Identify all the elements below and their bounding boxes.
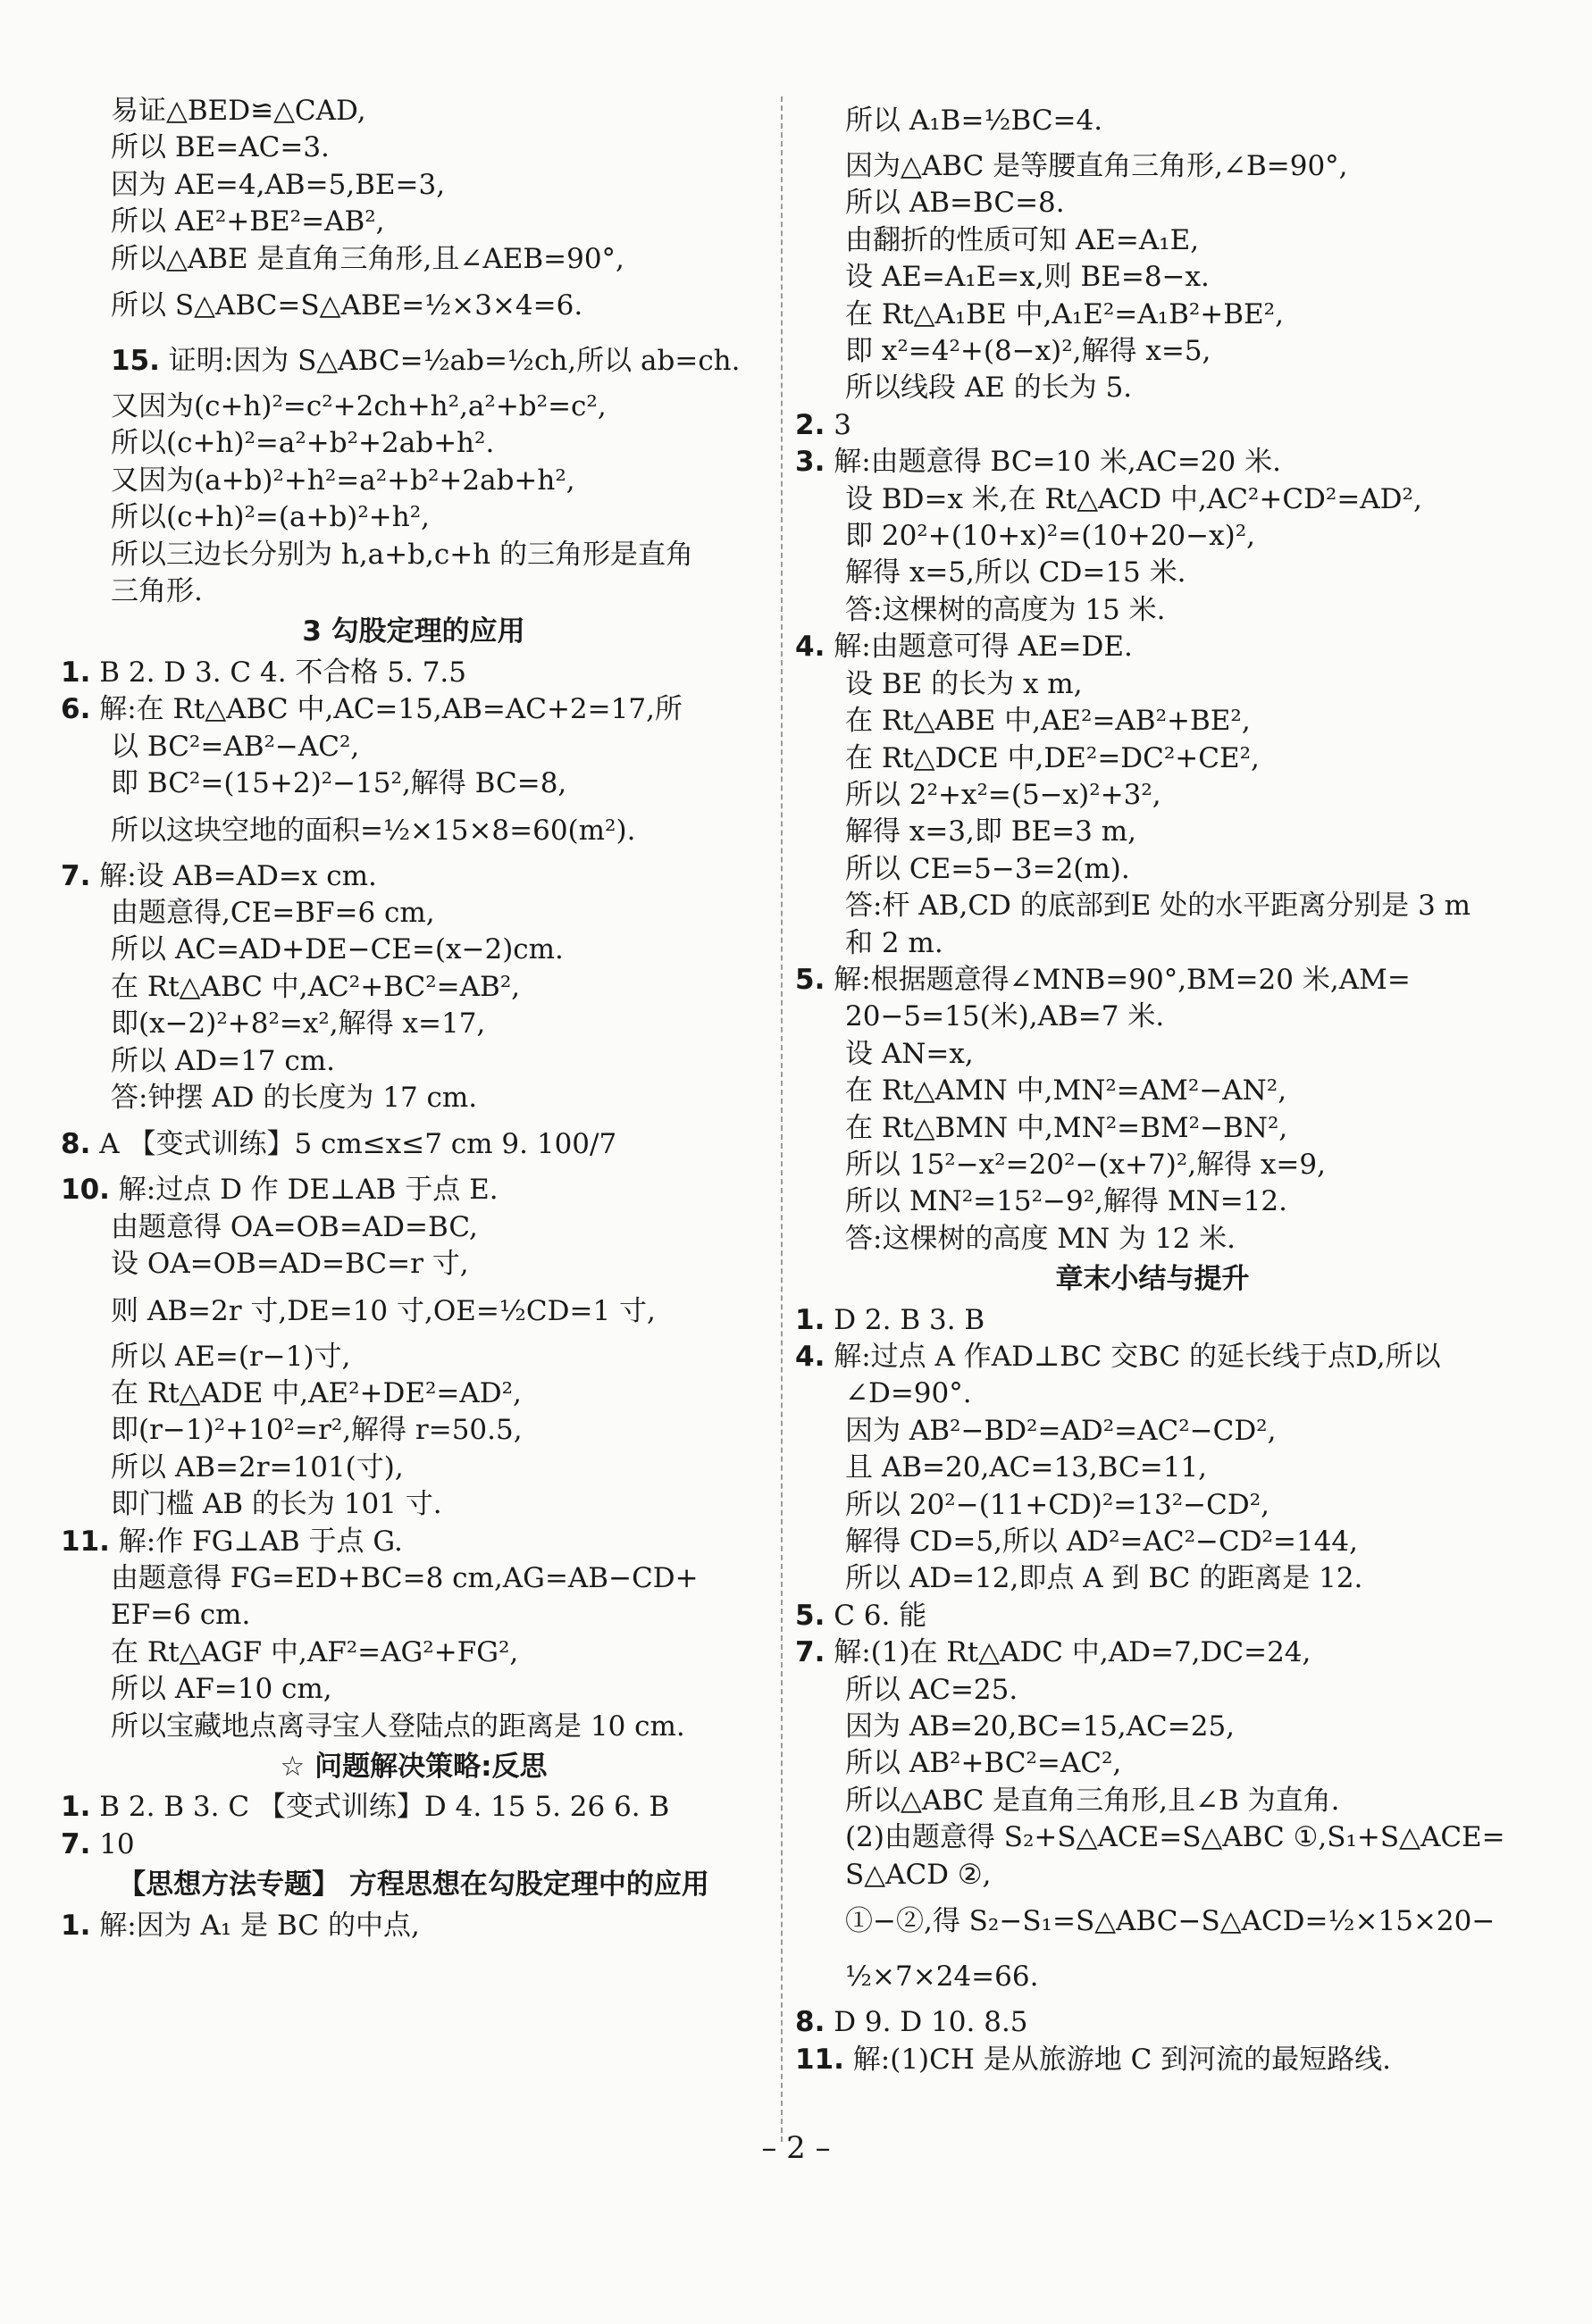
- section-heading: 【思想方法专题】 方程思想在勾股定理中的应用: [118, 1868, 709, 1902]
- answer-text: 答:钟摆 AD 的长度为 17 cm.: [111, 1081, 478, 1114]
- answer-text: 所以△ABC 是直角三角形,且∠B 为直角.: [845, 1784, 1340, 1817]
- answer-text: 答:杆 AB,CD 的底部到E 处的水平距离分别是 3 m: [845, 890, 1471, 923]
- answer-line: [795, 185, 1510, 222]
- answer-text: 解:在 Rt△ABC 中,AC=15,AB=AC+2=17,所: [90, 693, 683, 726]
- answer-item: [795, 2004, 1510, 2041]
- answer-line: [61, 932, 767, 968]
- answer-line: [795, 999, 1510, 1035]
- question-number: 8.: [61, 1128, 91, 1161]
- answer-item: [61, 1172, 767, 1208]
- answer-text: 20−5=15(米),AB=7 米.: [845, 1000, 1165, 1033]
- answer-text: 所以 2²+x²=(5−x)²+3²,: [845, 778, 1161, 811]
- answer-line: [61, 499, 767, 536]
- answer-text: 所以(c+h)²=a²+b²+2ab+h².: [111, 427, 495, 460]
- answer-line: [61, 1486, 767, 1523]
- answer-text: 且 AB=20,AC=13,BC=11,: [845, 1451, 1208, 1484]
- answer-text: 所以 AF=10 cm,: [111, 1673, 332, 1706]
- answer-text: 所以这块空地的面积=½×15×8=60(m²).: [111, 814, 636, 847]
- answer-text: S△ACD ②,: [845, 1858, 992, 1891]
- answer-text: 所以 MN²=15²−9²,解得 MN=12.: [845, 1185, 1287, 1218]
- answer-text: 即门槛 AB 的长为 101 寸.: [111, 1488, 442, 1521]
- answer-text: 所以 AC=25.: [845, 1673, 1018, 1706]
- answer-text: 即 BC²=(15+2)²−15²,解得 BC=8,: [111, 767, 567, 800]
- answer-text: 所以 A₁B=½BC=4.: [845, 104, 1103, 137]
- answer-line: [795, 851, 1510, 888]
- answer-line: [795, 1147, 1510, 1183]
- answer-line: [61, 1043, 767, 1080]
- answer-line: [61, 1006, 767, 1042]
- answer-line: [795, 925, 1510, 962]
- answer-text: C 6. 能: [825, 1599, 927, 1632]
- answer-text: 解:根据题意得∠MNB=90°,BM=20 米,AM=: [825, 963, 1411, 996]
- answer-text: 解:(1)CH 是从旅游地 C 到河流的最短路线.: [843, 2043, 1392, 2076]
- answer-line: [61, 333, 767, 389]
- answer-text: 即 20²+(10+x)²=(10+20−x)²,: [845, 520, 1255, 553]
- answer-line: [795, 93, 1510, 148]
- answer-line: [61, 573, 767, 610]
- answer-line: [795, 1819, 1510, 1856]
- question-number: 15.: [111, 345, 160, 378]
- answer-line: [795, 1073, 1510, 1109]
- answer-item: [61, 1524, 767, 1560]
- answer-text: 所以 AE=(r−1)寸,: [111, 1340, 351, 1373]
- question-number: 6.: [61, 693, 91, 726]
- answer-text: 答:这棵树的高度 MN 为 12 米.: [845, 1222, 1236, 1255]
- answer-line: [61, 1597, 767, 1634]
- answer-text: 因为 AB²−BD²=AD²=AC²−CD²,: [845, 1414, 1277, 1447]
- answer-item: [61, 1908, 767, 1944]
- answer-text: 设 AE=A₁E=x,则 BE=8−x.: [845, 261, 1210, 294]
- answer-item: [795, 1634, 1510, 1671]
- answer-line: [795, 1857, 1510, 1893]
- column-divider: [781, 96, 783, 2142]
- answer-line: [795, 1487, 1510, 1524]
- question-number: 7.: [795, 1636, 825, 1669]
- answer-line: [61, 765, 767, 802]
- answer-line: [61, 1709, 767, 1745]
- answer-text: 在 Rt△ABE 中,AE²=AB²+BE²,: [845, 705, 1251, 738]
- answer-text: 在 Rt△A₁BE 中,A₁E²=A₁B²+BE²,: [845, 297, 1284, 330]
- answer-text: 因为 AE=4,AB=5,BE=3,: [111, 168, 446, 201]
- answer-line: [795, 1524, 1510, 1560]
- answer-item: [795, 1598, 1510, 1634]
- answer-line: [795, 370, 1510, 406]
- answer-text: ½×7×24=66.: [845, 1960, 1039, 1994]
- answer-line: [61, 1375, 767, 1412]
- answer-text: 所以线段 AE 的长为 5.: [845, 372, 1133, 405]
- question-number: 10.: [61, 1174, 110, 1207]
- answer-text: ∠D=90°.: [845, 1377, 972, 1410]
- question-number: 1.: [61, 1909, 91, 1942]
- answer-text: 在 Rt△DCE 中,DE²=DC²+CE²,: [845, 741, 1260, 774]
- answer-line: [795, 1375, 1510, 1412]
- answer-line: [61, 1412, 767, 1449]
- answer-text: 由题意得 OA=OB=AD=BC,: [111, 1210, 478, 1243]
- answer-line: [795, 1450, 1510, 1486]
- answer-line: [61, 1560, 767, 1597]
- answer-line: [61, 167, 767, 204]
- answer-text: 在 Rt△AGF 中,AF²=AG²+FG²,: [111, 1635, 519, 1668]
- answer-text: 所以 BE=AC=3.: [111, 131, 330, 164]
- answer-text: 由题意得,CE=BF=6 cm,: [111, 896, 435, 929]
- answer-text: 所以 AE²+BE²=AB²,: [111, 205, 385, 238]
- answer-line: [795, 481, 1510, 518]
- answer-line: [61, 278, 767, 333]
- answer-line: [795, 666, 1510, 703]
- answer-line: [61, 1671, 767, 1708]
- answer-text: 在 Rt△AMN 中,MN²=AM²−AN²,: [845, 1074, 1287, 1108]
- answer-item: [795, 2042, 1510, 2078]
- answer-item: [795, 962, 1510, 999]
- answer-item: [61, 655, 767, 691]
- answer-text: 所以 AB²+BC²=AC²,: [845, 1747, 1122, 1780]
- answer-text: 解:作 FG⊥AB 于点 G.: [109, 1525, 403, 1558]
- answer-line: [61, 969, 767, 1006]
- answer-text: 所以三边长分别为 h,a+b,c+h 的三角形是直角: [111, 538, 693, 571]
- answer-line: [61, 729, 767, 765]
- page-number: – 2 –: [761, 2130, 831, 2166]
- answer-text: 解:过点 A 作AD⊥BC 交BC 的延长线于点D,所以: [825, 1341, 1441, 1373]
- answer-text: 因为 AB=20,BC=15,AC=25,: [845, 1710, 1236, 1743]
- answer-line: [61, 425, 767, 462]
- answer-line: [795, 703, 1510, 740]
- answer-line: [795, 222, 1510, 259]
- answer-text: 即(r−1)²+10²=r²,解得 r=50.5,: [111, 1414, 523, 1447]
- answer-line: [61, 537, 767, 573]
- answer-line: [61, 204, 767, 240]
- answer-text: 解:设 AB=AD=x cm.: [90, 859, 377, 892]
- answer-line: [61, 241, 767, 278]
- answer-line: [795, 1036, 1510, 1073]
- answer-item: [61, 858, 767, 895]
- answer-item: [61, 1789, 767, 1826]
- question-number: 11.: [61, 1525, 110, 1558]
- question-number: 7.: [61, 1827, 91, 1860]
- answer-line: [795, 1949, 1510, 2004]
- answer-text: 解:(1)在 Rt△ADC 中,AD=7,DC=24,: [825, 1636, 1311, 1669]
- answer-text: 解得 x=3,即 BE=3 m,: [845, 815, 1136, 849]
- answer-line: [61, 93, 767, 130]
- question-number: 4.: [795, 1341, 825, 1373]
- answer-text: 3: [825, 408, 851, 441]
- answer-text: 解得 x=5,所以 CD=15 米.: [845, 556, 1186, 589]
- answer-line: [795, 1672, 1510, 1709]
- answer-text: 设 BE 的长为 x m,: [845, 667, 1083, 700]
- answer-text: 在 Rt△ABC 中,AC²+BC²=AB²,: [111, 970, 521, 1003]
- answer-text: 以 BC²=AB²−AC²,: [111, 730, 360, 763]
- answer-text: 在 Rt△BMN 中,MN²=BM²−BN²,: [845, 1111, 1288, 1144]
- answer-text: 设 AN=x,: [845, 1037, 974, 1070]
- answer-line: [795, 333, 1510, 370]
- answer-line: [795, 592, 1510, 629]
- answer-line: [795, 814, 1510, 850]
- answer-line: [795, 518, 1510, 555]
- section-heading: 3 勾股定理的应用: [302, 615, 525, 648]
- answer-text: 由翻折的性质可知 AE=A₁E,: [845, 223, 1200, 256]
- answer-line: [61, 895, 767, 932]
- answer-line: [795, 1783, 1510, 1819]
- left-column: [61, 93, 767, 1944]
- answer-text: 易证△BED≌△CAD,: [111, 95, 366, 127]
- answer-item: [795, 444, 1510, 481]
- answer-text: 所以 AD=17 cm.: [111, 1044, 335, 1077]
- answer-text: 即(x−2)²+8²=x²,解得 x=17,: [111, 1007, 486, 1041]
- question-number: 5.: [795, 963, 825, 996]
- answer-item: [61, 691, 767, 728]
- answer-text: (2)由题意得 S₂+S△ACE=S△ABC ①,S₁+S△ACE=: [845, 1821, 1505, 1854]
- question-number: 4.: [795, 631, 825, 664]
- answer-line: [795, 1560, 1510, 1597]
- answer-text: 设 BD=x 米,在 Rt△ACD 中,AC²+CD²=AD²,: [845, 482, 1422, 515]
- answer-line: [795, 259, 1510, 296]
- answer-text: 10: [90, 1827, 135, 1860]
- answer-line: [61, 1246, 767, 1283]
- answer-line: [61, 463, 767, 499]
- answer-text: 又因为(c+h)²=c²+2ch+h²,a²+b²=c²,: [111, 390, 607, 423]
- right-column: [795, 93, 1510, 2078]
- answer-text: 解:由题意可得 AE=DE.: [825, 631, 1133, 664]
- answer-line: [795, 777, 1510, 814]
- answer-text: 所以 S△ABC=S△ABE=½×3×4=6.: [111, 289, 583, 322]
- question-number: 1.: [61, 656, 91, 689]
- question-number: 5.: [795, 1599, 825, 1632]
- answer-line: [795, 1709, 1510, 1745]
- answer-text: 由题意得 FG=ED+BC=8 cm,AG=AB−CD+: [111, 1562, 699, 1594]
- answer-line: [61, 1450, 767, 1486]
- answer-text: 解:由题意得 BC=10 米,AC=20 米.: [825, 446, 1281, 479]
- answer-item: [795, 629, 1510, 665]
- answer-text: D 2. B 3. B: [825, 1303, 985, 1336]
- answer-line: [795, 1413, 1510, 1450]
- question-number: 3.: [795, 446, 825, 479]
- answer-line: [61, 803, 767, 858]
- answer-text: B 2. B 3. C 【变式训练】D 4. 15 5. 26 6. B: [90, 1791, 670, 1824]
- question-number: 1.: [61, 1791, 91, 1824]
- answer-line: [795, 888, 1510, 924]
- answer-line: [795, 1745, 1510, 1782]
- answer-line: [795, 740, 1510, 777]
- answer-text: D 9. D 10. 8.5: [825, 2006, 1028, 2039]
- answer-item: [61, 1116, 767, 1172]
- answer-item: [795, 1302, 1510, 1339]
- question-number: 11.: [795, 2043, 844, 2076]
- answer-line: [795, 1110, 1510, 1147]
- answer-text: 答:这棵树的高度为 15 米.: [845, 593, 1166, 626]
- answer-text: 又因为(a+b)²+h²=a²+b²+2ab+h²,: [111, 464, 575, 497]
- answer-text: ①−②,得 S₂−S₁=S△ABC−S△ACD=½×15×20−: [845, 1905, 1496, 1938]
- answer-item: [795, 1339, 1510, 1375]
- question-number: 8.: [795, 2006, 825, 2039]
- section-heading: ☆ 问题解决策略:反思: [280, 1751, 548, 1784]
- answer-line: [61, 389, 767, 425]
- section-heading: 章末小结与提升: [1055, 1263, 1250, 1296]
- answer-line: [795, 1221, 1510, 1258]
- answer-line: [795, 148, 1510, 185]
- answer-text: EF=6 cm.: [111, 1599, 251, 1632]
- question-number: 2.: [795, 408, 825, 441]
- answer-line: [61, 1209, 767, 1246]
- answer-line: [61, 1339, 767, 1375]
- answer-line: [795, 1183, 1510, 1220]
- answer-text: 解:过点 D 作 DE⊥AB 于点 E.: [109, 1174, 499, 1207]
- answer-text: 和 2 m.: [845, 926, 943, 959]
- answer-text: 所以 AB=2r=101(寸),: [111, 1450, 404, 1484]
- answer-text: 证明:因为 S△ABC=½ab=½ch,所以 ab=ch.: [159, 345, 741, 378]
- answer-text: 所以宝藏地点离寻宝人登陆点的距离是 10 cm.: [111, 1710, 685, 1743]
- answer-text: 所以 15²−x²=20²−(x+7)²,解得 x=9,: [845, 1148, 1326, 1181]
- answer-text: 则 AB=2r 寸,DE=10 寸,OE=½CD=1 寸,: [111, 1294, 656, 1327]
- answer-text: 所以 AC=AD+DE−CE=(x−2)cm.: [111, 933, 564, 966]
- answer-line: [61, 130, 767, 166]
- question-number: 1.: [795, 1303, 825, 1336]
- answer-text: 因为△ABC 是等腰直角三角形,∠B=90°,: [845, 150, 1348, 182]
- answer-text: B 2. D 3. C 4. 不合格 5. 7.5: [90, 656, 467, 689]
- question-number: 7.: [61, 859, 91, 892]
- answer-text: 所以△ABE 是直角三角形,且∠AEB=90°,: [111, 242, 624, 275]
- answer-text: 所以 20²−(11+CD)²=13²−CD²,: [845, 1488, 1269, 1521]
- answer-line: [61, 1634, 767, 1671]
- answer-text: 在 Rt△ADE 中,AE²+DE²=AD²,: [111, 1376, 522, 1409]
- answer-item: [61, 1827, 767, 1863]
- answer-text: A 【变式训练】5 cm≤x≤7 cm 9. 100/7: [90, 1128, 617, 1161]
- answer-line: [61, 1283, 767, 1339]
- answer-line: [795, 555, 1510, 591]
- answer-item: [795, 407, 1510, 444]
- answer-text: 三角形.: [111, 575, 203, 608]
- answer-text: 所以 CE=5−3=2(m).: [845, 852, 1130, 885]
- answer-line: [61, 1080, 767, 1116]
- answer-line: [795, 297, 1510, 333]
- answer-text: 所以(c+h)²=(a+b)²+h²,: [111, 501, 431, 534]
- answer-text: 所以 AD=12,即点 A 到 BC 的距离是 12.: [845, 1562, 1363, 1595]
- answer-text: 即 x²=4²+(8−x)²,解得 x=5,: [845, 335, 1211, 368]
- answer-line: [795, 1893, 1510, 1949]
- answer-text: 设 OA=OB=AD=BC=r 寸,: [111, 1248, 469, 1281]
- answer-text: 解得 CD=5,所以 AD²=AC²−CD²=144,: [845, 1526, 1358, 1559]
- answer-text: 所以 AB=BC=8.: [845, 187, 1065, 220]
- answer-text: 解:因为 A₁ 是 BC 的中点,: [90, 1909, 420, 1942]
